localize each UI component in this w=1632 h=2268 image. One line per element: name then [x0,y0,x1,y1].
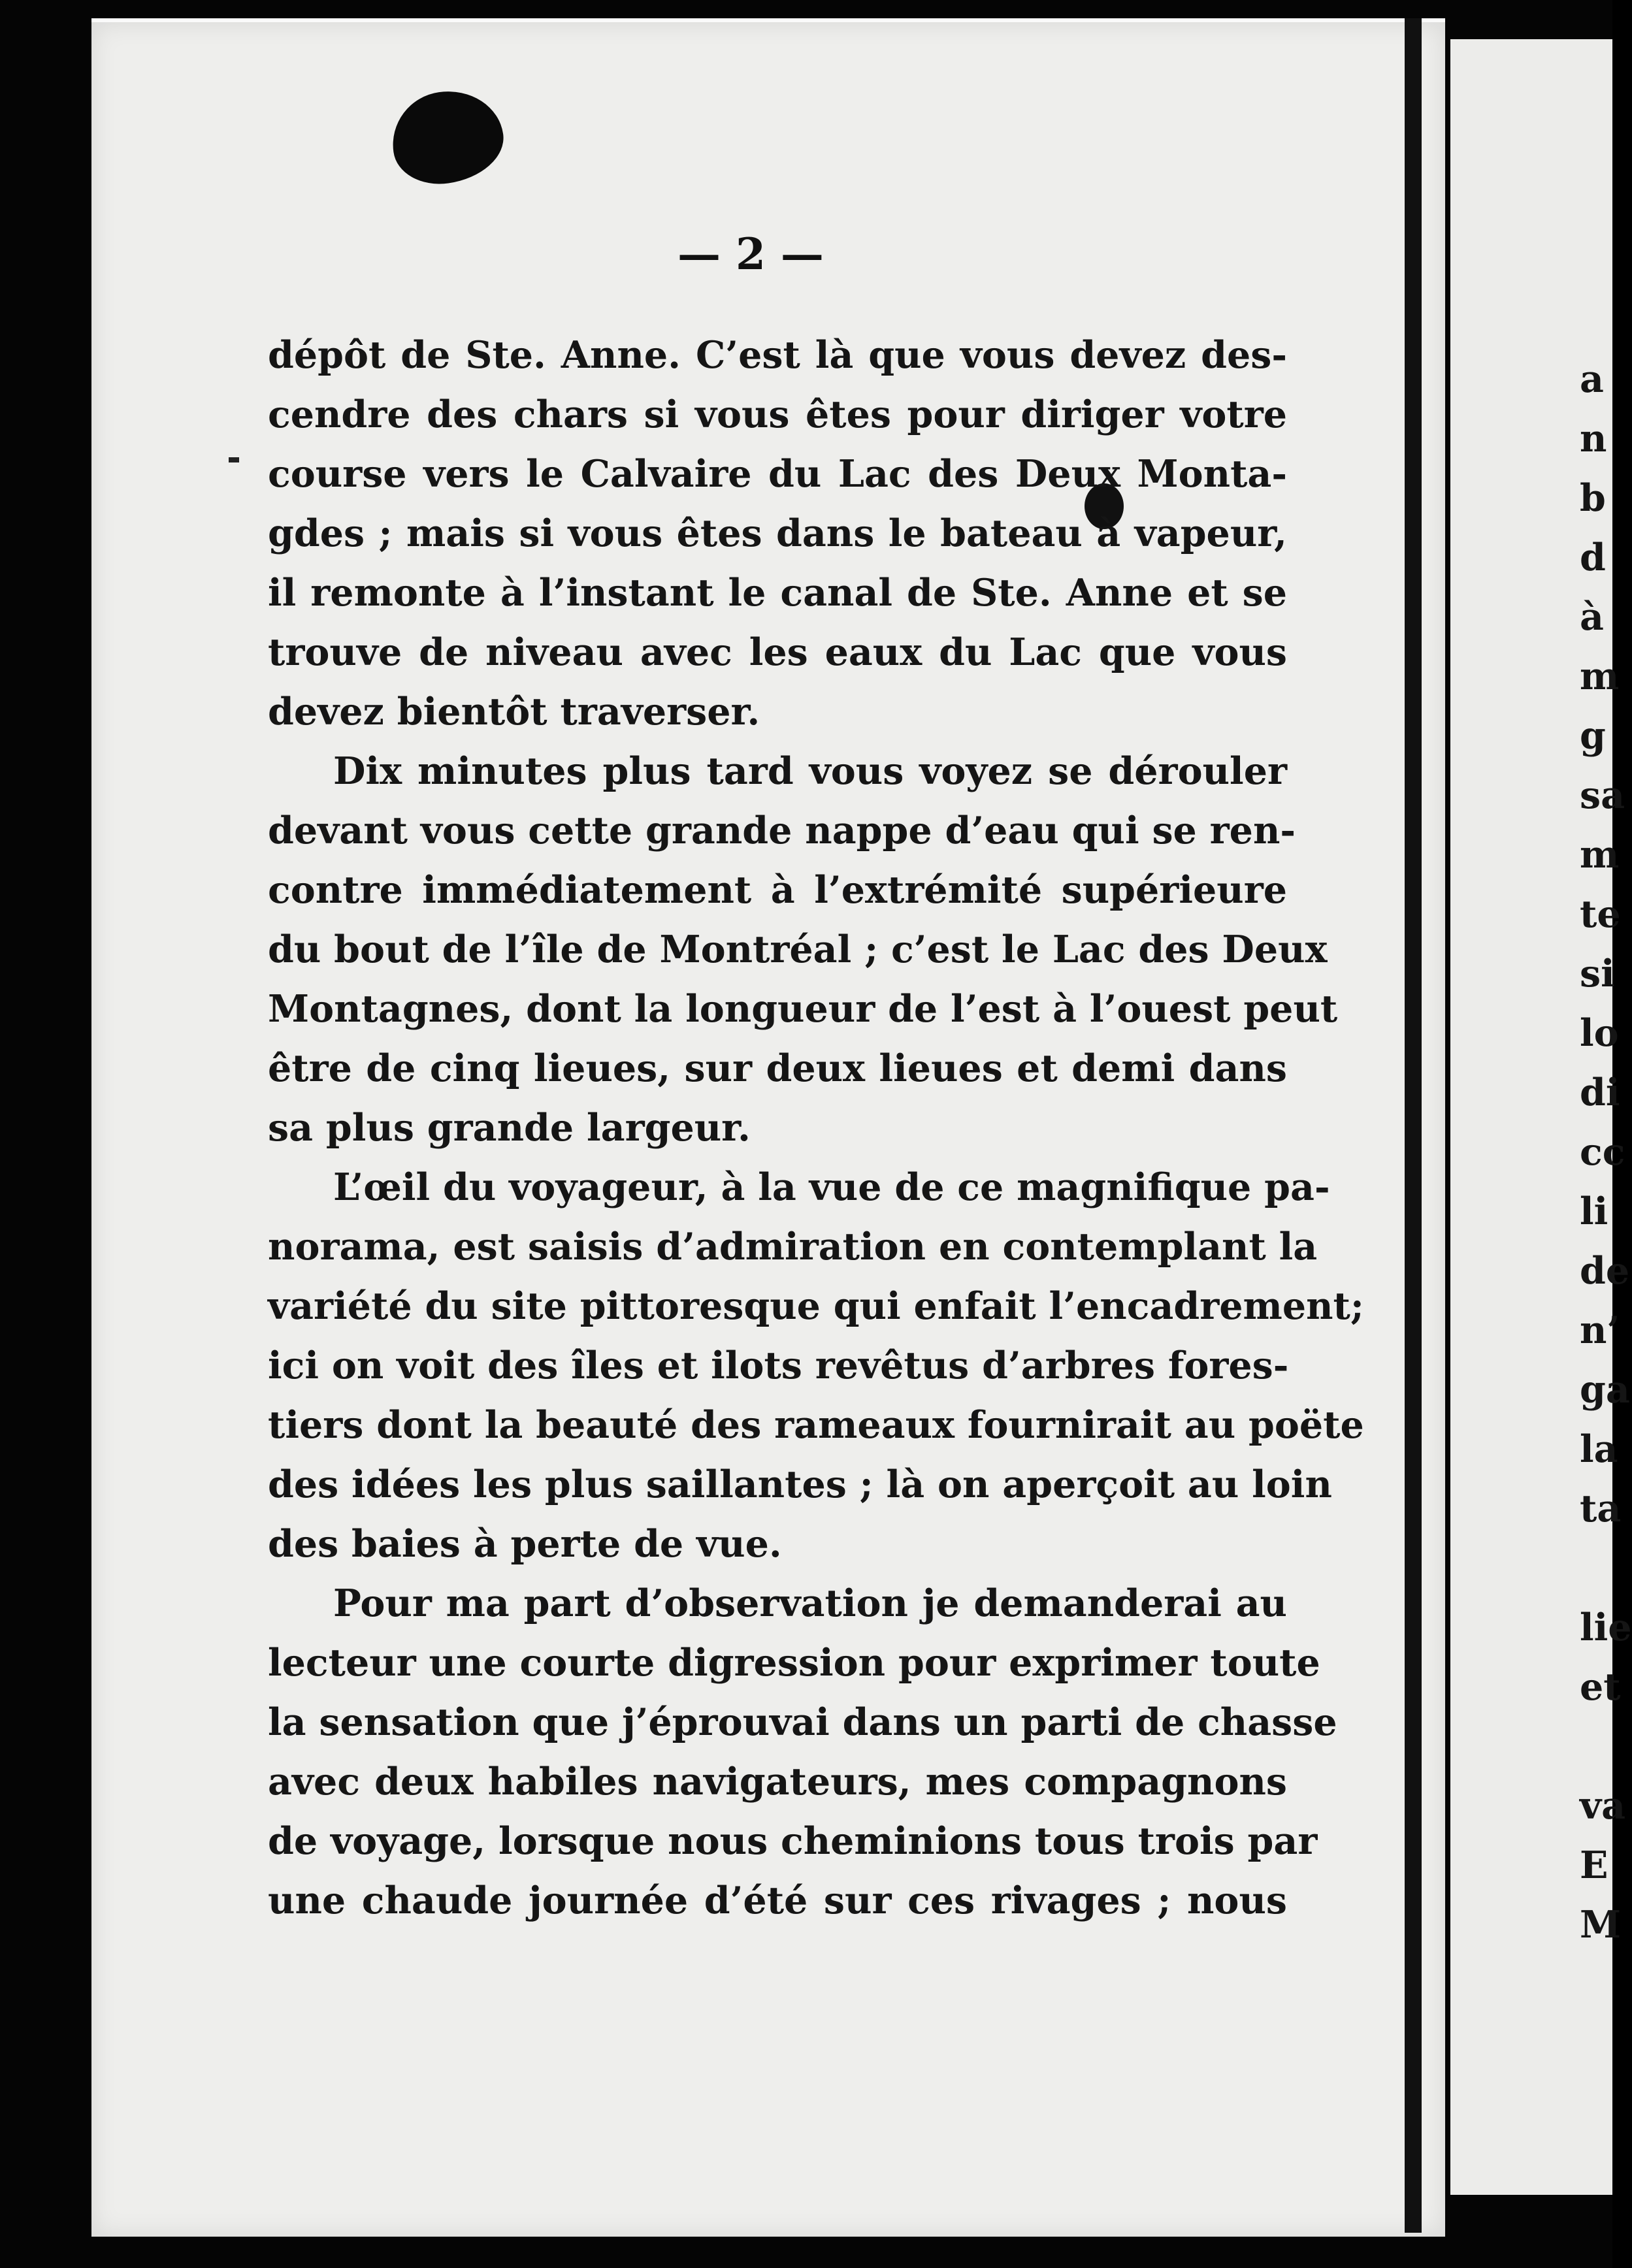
text-line: dépôt de Ste. Anne. C’est là que vous devez des- [268,333,1287,377]
fragment: te [1580,892,1621,936]
fragment: sa [1580,773,1625,817]
text-line: ici on voit des îles et ilots revêtus d’arbres fores- [268,1344,1289,1387]
fragment: si [1580,952,1615,996]
text-line: avec deux habiles navigateurs, mes compagnons [268,1760,1287,1804]
fragment [1580,1538,1632,1598]
paragraph-4 [268,1574,1337,1930]
fragment: lie [1580,1606,1632,1649]
text-line: de voyage, lorsque nous cheminions tous trois par [268,1819,1318,1863]
text-line: lecteur une courte digression pour exprimer toute [268,1641,1320,1685]
text-line: devez bientôt traverser. [268,690,760,734]
margin-mark [229,457,239,462]
text-line: une chaude journée d’été sur ces rivages ; nous [268,1879,1287,1922]
fragment: m [1580,655,1620,698]
text-line: devant vous cette grande nappe d’eau qui se ren- [268,809,1296,852]
fragment: lo [1580,1011,1619,1055]
text-line: Montagnes, dont la longueur de l’est à l’ouest peut [268,987,1338,1031]
fragment: n’ [1580,1308,1620,1352]
fragment: li [1580,1190,1608,1233]
page-spine [1405,18,1422,2233]
text-line: sa plus grande largeur. [268,1106,751,1150]
page-number: — 2 — [677,229,824,280]
fragment: la [1580,1427,1618,1471]
text-line: contre immédiatement à l’extrémité supérieure [268,868,1287,912]
fragment: ta [1580,1487,1622,1531]
text-line: tiers dont la beauté des rameaux fournirait au poëte [268,1403,1364,1447]
fragment: n [1580,417,1607,461]
text-line: Pour ma part d’observation je demanderai au [333,1581,1287,1625]
paragraph-2 [268,741,1338,1158]
fragment: ga [1580,1368,1630,1412]
text-line: L’œil du voyageur, à la vue de ce magnifique pa- [333,1165,1330,1209]
text-line: la sensation que j’éprouvai dans un parti de chasse [268,1700,1337,1744]
text-line: Dix minutes plus tard vous voyez se dérouler [333,749,1287,793]
fragment: cc [1580,1130,1625,1174]
text-line: des idées les plus saillantes ; là on aperçoit au loin [268,1463,1332,1506]
text-line: du bout de l’île de Montréal ; c’est le Lac des Deux [268,928,1328,971]
paragraph-1 [268,325,1287,741]
fragment [1580,1717,1632,1776]
text-line: course vers le Calvaire du Lac des Deux Monta- [268,452,1287,496]
fragment: M [1580,1903,1622,1947]
fragment: et [1580,1665,1621,1709]
paragraph-3 [268,1158,1364,1574]
text-line: des baies à perte de vue. [268,1522,782,1566]
text-line: il remonte à l’instant le canal de Ste. Anne et se [268,571,1287,615]
fragment: g [1580,714,1606,758]
text-line: variété du site pittoresque qui enfait l’encadrement; [268,1284,1364,1328]
fragment: E [1580,1843,1608,1887]
fragment: a [1580,357,1604,401]
fragment: d [1580,536,1606,579]
body-text [268,325,1364,1930]
fragment: m [1580,833,1620,877]
text-line: norama, est saisis d’admiration en contemplant la [268,1225,1318,1269]
fragment: de [1580,1249,1630,1293]
text-line: être de cinq lieues, sur deux lieues et demi dans [268,1046,1287,1090]
text-line: cendre des chars si vous êtes pour diriger votre [268,393,1287,436]
fragment: à [1580,595,1604,639]
text-line: trouve de niveau avec les eaux du Lac que vous [268,630,1287,674]
text-line: gdes ; mais si vous êtes dans le bateau à vapeur, [268,511,1287,555]
fragment: di [1580,1071,1620,1114]
fragment: va [1580,1784,1626,1828]
fragment: b [1580,476,1606,520]
adjacent-page-text [1580,349,1632,1954]
